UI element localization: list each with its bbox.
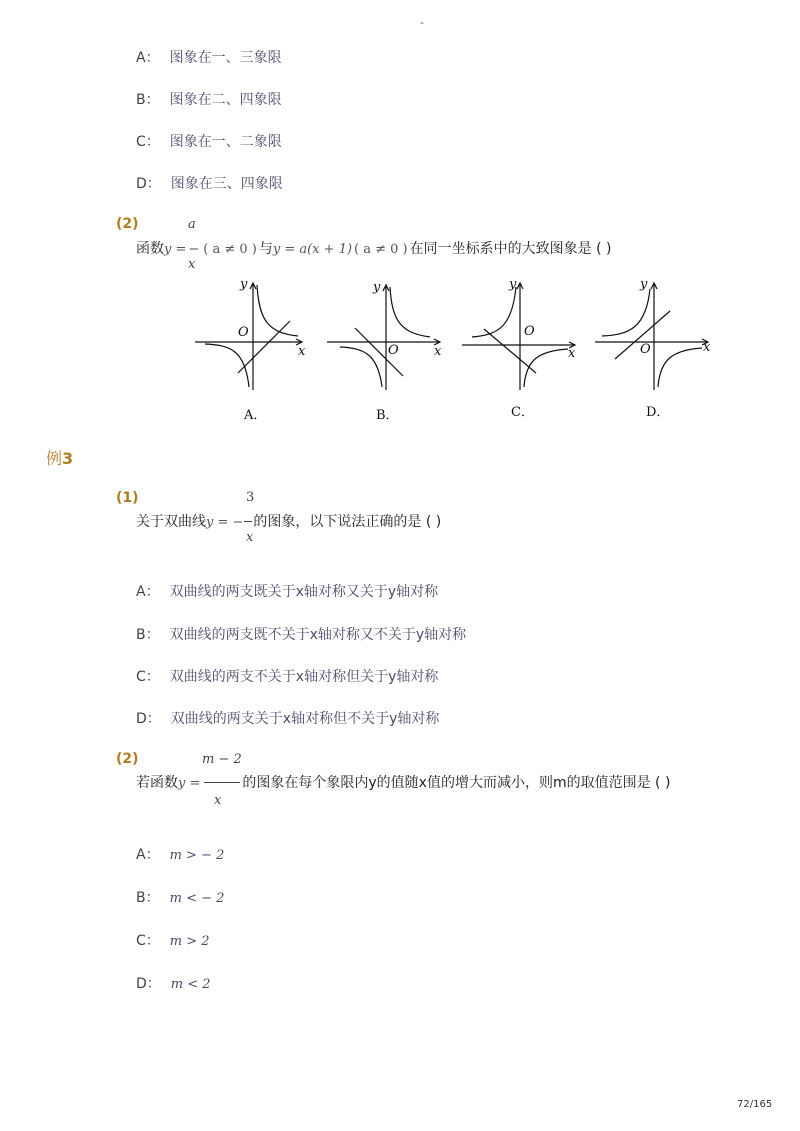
question-stem xyxy=(136,238,611,258)
example-heading xyxy=(46,446,73,469)
option-label: B： xyxy=(136,627,160,643)
graph-c[interactable] xyxy=(462,283,575,390)
y-equals: y = xyxy=(178,776,201,791)
question-stem xyxy=(136,772,670,792)
graph-b[interactable] xyxy=(327,285,440,390)
question-number: (2) xyxy=(116,216,139,232)
stem-prefix: 函数 xyxy=(136,241,164,257)
option-label: C： xyxy=(136,134,160,150)
option-text: 双曲线的两支既关于x轴对称又关于y轴对称 xyxy=(169,584,439,600)
hyperbola-branch xyxy=(257,285,298,336)
graph-label-b: B． xyxy=(376,408,399,423)
option-text: 图象在一、二象限 xyxy=(169,134,282,150)
hyperbola-branch xyxy=(340,347,382,387)
fraction-denominator: x xyxy=(188,257,196,272)
option-c[interactable] xyxy=(136,930,210,950)
option-label: D： xyxy=(136,976,161,992)
fraction-bar xyxy=(204,782,240,783)
fraction-bar: − xyxy=(188,242,200,257)
option-label: A： xyxy=(136,584,160,600)
hyperbola-branch xyxy=(602,289,650,336)
page-number: 72/165 xyxy=(737,1099,773,1110)
option-text: 双曲线的两支不关于x轴对称但关于y轴对称 xyxy=(169,669,439,685)
option-d[interactable] xyxy=(136,973,211,993)
graph-d[interactable] xyxy=(595,283,708,390)
option-b[interactable] xyxy=(136,89,282,109)
y-axis-label: y xyxy=(240,277,248,292)
option-b[interactable] xyxy=(136,624,466,644)
y-axis-label: y xyxy=(640,277,648,292)
conjunction: 与 xyxy=(258,241,273,257)
graph-label-d: D． xyxy=(646,405,670,420)
option-text: 图象在一、三象限 xyxy=(169,50,282,66)
origin-label: O xyxy=(238,325,249,340)
option-text: 双曲线的两支既不关于x轴对称又不关于y轴对称 xyxy=(169,627,467,643)
fraction-denominator: x xyxy=(214,793,222,808)
x-axis-label: x xyxy=(298,344,306,359)
example-number: 3 xyxy=(62,449,74,468)
x-axis-label: x xyxy=(434,344,442,359)
option-text: 图象在二、四象限 xyxy=(169,92,282,108)
option-a[interactable] xyxy=(136,844,224,864)
option-text: 图象在三、四象限 xyxy=(170,176,283,192)
y-equals: y = xyxy=(164,242,187,257)
hyperbola-branch xyxy=(390,287,430,337)
hyperbola-branch xyxy=(472,287,516,337)
fraction-numerator: m − 2 xyxy=(202,752,242,767)
linear-expression: y = a(x + 1) xyxy=(272,242,353,257)
fraction-bar xyxy=(244,521,252,522)
origin-label: O xyxy=(524,324,535,339)
condition-2: ( a ≠ 0 ) xyxy=(354,242,408,257)
graph-label-a: A． xyxy=(244,408,267,423)
y-axis-label: y xyxy=(373,280,381,295)
option-label: D： xyxy=(136,711,161,727)
question-number: (2) xyxy=(116,751,139,767)
stem-suffix: 的图象，以下说法正确的是 ( ) xyxy=(253,514,442,530)
option-label: B： xyxy=(136,92,160,108)
origin-label: O xyxy=(640,342,651,357)
stem-prefix: 关于双曲线 xyxy=(136,514,206,530)
option-label: A： xyxy=(136,50,160,66)
option-d[interactable] xyxy=(136,708,439,728)
option-a[interactable] xyxy=(136,47,282,67)
option-d[interactable] xyxy=(136,173,283,193)
fraction-numerator: a xyxy=(188,217,196,232)
x-axis-label: x xyxy=(703,340,711,355)
fraction-numerator: 3 xyxy=(246,490,255,505)
example-prefix: 例 xyxy=(46,449,63,468)
option-label: A： xyxy=(136,847,160,863)
option-label: B： xyxy=(136,890,160,906)
stem-prefix: 若函数 xyxy=(136,775,178,791)
hyperbola-branch xyxy=(205,344,249,387)
option-text: m < 2 xyxy=(170,977,211,992)
y-equals: y = − xyxy=(206,515,244,530)
y-axis-label: y xyxy=(509,277,517,292)
hyperbola-branch xyxy=(658,348,702,387)
x-axis-label: x xyxy=(568,346,576,361)
condition-1: ( a ≠ 0 ) xyxy=(203,242,257,257)
question-number: (1) xyxy=(116,490,139,506)
option-a[interactable] xyxy=(136,581,438,601)
option-c[interactable] xyxy=(136,131,282,151)
fraction-denominator: x xyxy=(246,530,254,545)
header-mark: - xyxy=(420,16,424,29)
question-stem xyxy=(136,511,441,531)
option-label: C： xyxy=(136,933,160,949)
option-c[interactable] xyxy=(136,666,438,686)
option-text: 双曲线的两支关于x轴对称但不关于y轴对称 xyxy=(170,711,440,727)
stem-suffix: 在同一坐标系中的大致图象是 ( ) xyxy=(409,241,612,257)
graphs-figure xyxy=(190,275,720,425)
option-b[interactable] xyxy=(136,887,224,907)
origin-label: O xyxy=(388,343,399,358)
option-label: C： xyxy=(136,669,160,685)
option-label: D： xyxy=(136,176,161,192)
option-text: m > − 2 xyxy=(169,848,225,863)
graph-label-c: C． xyxy=(511,405,534,420)
option-text: m > 2 xyxy=(169,934,210,949)
stem-suffix: 的图象在每个象限内y的值随x值的增大而减小，则m的取值范围是 ( ) xyxy=(242,775,671,791)
option-text: m < − 2 xyxy=(169,891,225,906)
